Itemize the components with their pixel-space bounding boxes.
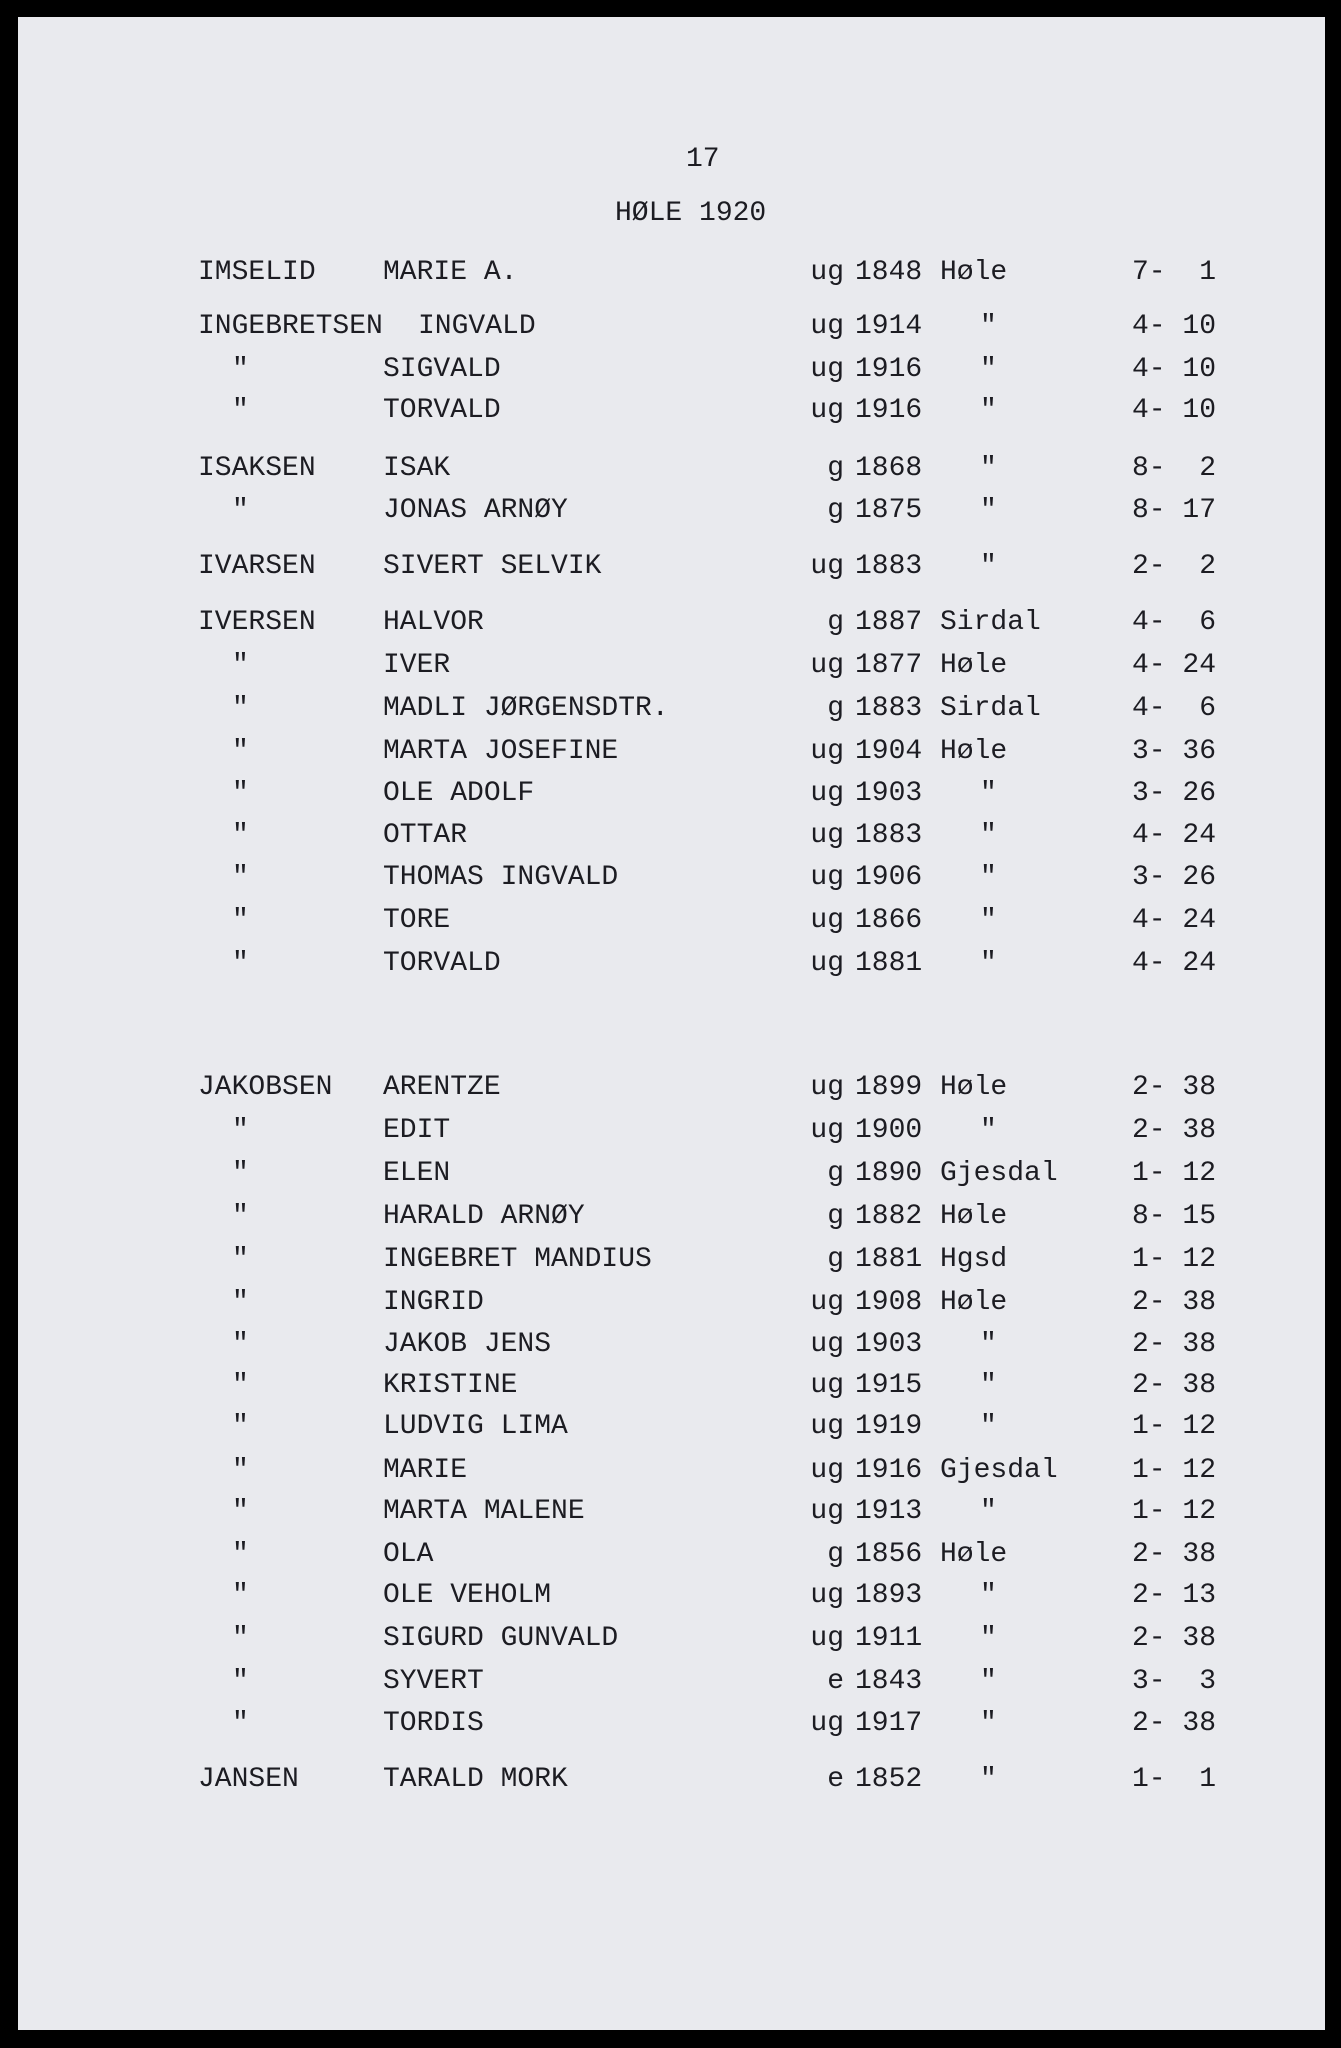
surname-ditto: " [232, 1580, 249, 1611]
birth-year: 1906 [855, 862, 923, 893]
reference-number: 8- 17 [1131, 495, 1216, 526]
surname-ditto: " [232, 778, 249, 809]
given-name: ARENTZE [383, 1072, 501, 1103]
marital-status: g [827, 693, 844, 724]
given-name: SIVERT SELVIK [383, 551, 602, 582]
given-name: OLE ADOLF [383, 778, 535, 809]
marital-status: ug [810, 1287, 844, 1318]
surname: IMSELID [198, 257, 316, 288]
birthplace: Høle [940, 1539, 1008, 1570]
reference-number: 4- 24 [1131, 948, 1216, 979]
given-name: ELEN [383, 1158, 451, 1189]
birthplace-ditto: " [980, 905, 997, 936]
birthplace: Høle [940, 257, 1008, 288]
birthplace: Høle [940, 1201, 1008, 1232]
marital-status: ug [810, 1708, 844, 1739]
birthplace: Høle [940, 1287, 1008, 1318]
given-name: JONAS ARNØY [383, 495, 568, 526]
birthplace-ditto: " [980, 551, 997, 582]
marital-status: ug [810, 862, 844, 893]
birth-year: 1887 [855, 607, 923, 638]
reference-number: 3- 26 [1131, 862, 1216, 893]
birthplace-ditto: " [980, 1623, 997, 1654]
given-name: OLE VEHOLM [383, 1580, 552, 1611]
birthplace: Høle [940, 736, 1008, 767]
reference-number: 2- 38 [1131, 1287, 1216, 1318]
given-name: TORVALD [383, 948, 501, 979]
marital-status: ug [810, 551, 844, 582]
given-name: INGEBRET MANDIUS [383, 1244, 652, 1275]
surname-ditto: " [232, 495, 249, 526]
reference-number: 2- 13 [1131, 1580, 1216, 1611]
surname-ditto: " [232, 1244, 249, 1275]
surname-ditto: " [232, 395, 249, 426]
birthplace-ditto: " [980, 311, 997, 342]
surname-ditto: " [232, 820, 249, 851]
birthplace-ditto: " [980, 354, 997, 385]
birthplace-ditto: " [980, 1329, 997, 1360]
marital-status: g [827, 453, 844, 484]
marital-status: ug [810, 1623, 844, 1654]
marital-status: e [827, 1666, 844, 1697]
birthplace-ditto: " [980, 1666, 997, 1697]
given-name: INGRID [383, 1287, 484, 1318]
reference-number: 1- 1 [1131, 1764, 1216, 1795]
birth-year: 1893 [855, 1580, 923, 1611]
surname: JANSEN [198, 1764, 299, 1795]
surname-ditto: " [232, 693, 249, 724]
reference-number: 2- 38 [1131, 1370, 1216, 1401]
birth-year: 1843 [855, 1666, 923, 1697]
surname-ditto: " [232, 1329, 249, 1360]
marital-status: g [827, 495, 844, 526]
marital-status: ug [810, 820, 844, 851]
marital-status: ug [810, 257, 844, 288]
marital-status: e [827, 1764, 844, 1795]
birth-year: 1915 [855, 1370, 923, 1401]
marital-status: ug [810, 1072, 844, 1103]
given-name: TARALD MORK [383, 1764, 568, 1795]
marital-status: g [827, 1158, 844, 1189]
birth-year: 1875 [855, 495, 923, 526]
reference-number: 1- 12 [1131, 1411, 1216, 1442]
given-name: MARIE A. [383, 257, 518, 288]
reference-number: 2- 38 [1131, 1623, 1216, 1654]
reference-number: 4- 24 [1131, 650, 1216, 681]
birth-year: 1852 [855, 1764, 923, 1795]
birthplace-ditto: " [980, 1370, 997, 1401]
birth-year: 1916 [855, 395, 923, 426]
reference-number: 1- 12 [1131, 1455, 1216, 1486]
birthplace-ditto: " [980, 778, 997, 809]
marital-status: ug [810, 1370, 844, 1401]
marital-status: g [827, 607, 844, 638]
marital-status: ug [810, 1115, 844, 1146]
birth-year: 1868 [855, 453, 923, 484]
given-name: MADLI JØRGENSDTR. [383, 693, 669, 724]
given-name: KRISTINE [383, 1370, 518, 1401]
marital-status: ug [810, 1580, 844, 1611]
surname-ditto: " [232, 905, 249, 936]
surname-ditto: " [232, 1708, 249, 1739]
reference-number: 4- 6 [1131, 607, 1216, 638]
surname-ditto: " [232, 1115, 249, 1146]
surname-ditto: " [232, 354, 249, 385]
reference-number: 2- 38 [1131, 1115, 1216, 1146]
given-name: HARALD ARNØY [383, 1201, 585, 1232]
given-name: TORDIS [383, 1708, 484, 1739]
page-number: 17 [686, 144, 720, 175]
given-name: MARTA JOSEFINE [383, 736, 619, 767]
given-name: SYVERT [383, 1666, 484, 1697]
birthplace-ditto: " [980, 1496, 997, 1527]
reference-number: 1- 12 [1131, 1158, 1216, 1189]
marital-status: g [827, 1244, 844, 1275]
marital-status: ug [810, 736, 844, 767]
birth-year: 1904 [855, 736, 923, 767]
surname: JAKOBSEN [198, 1072, 333, 1103]
given-name: LUDVIG LIMA [383, 1411, 568, 1442]
birthplace-ditto: " [980, 1115, 997, 1146]
reference-number: 2- 38 [1131, 1708, 1216, 1739]
birthplace-ditto: " [980, 1580, 997, 1611]
reference-number: 1- 12 [1131, 1496, 1216, 1527]
surname: IVERSEN [198, 607, 316, 638]
given-name: MARIE [383, 1455, 468, 1486]
marital-status: ug [810, 778, 844, 809]
marital-status: ug [810, 1455, 844, 1486]
birthplace-ditto: " [980, 453, 997, 484]
reference-number: 4- 6 [1131, 693, 1216, 724]
marital-status: g [827, 1539, 844, 1570]
surname-ditto: " [232, 1158, 249, 1189]
birth-year: 1881 [855, 1244, 923, 1275]
given-name: OTTAR [383, 820, 468, 851]
birth-year: 1900 [855, 1115, 923, 1146]
birthplace-ditto: " [980, 1411, 997, 1442]
birth-year: 1908 [855, 1287, 923, 1318]
marital-status: ug [810, 1411, 844, 1442]
surname-ditto: " [232, 1539, 249, 1570]
reference-number: 8- 2 [1131, 453, 1216, 484]
birth-year: 1883 [855, 551, 923, 582]
surname-ditto: " [232, 862, 249, 893]
page-title: HØLE 1920 [615, 198, 767, 229]
birthplace: Gjesdal [940, 1158, 1058, 1189]
birthplace: Gjesdal [940, 1455, 1058, 1486]
surname-ditto: " [232, 736, 249, 767]
birth-year: 1882 [855, 1201, 923, 1232]
surname-ditto: " [232, 1496, 249, 1527]
surname: ISAKSEN [198, 453, 316, 484]
surname-ditto: " [232, 650, 249, 681]
given-name: TORVALD [383, 395, 501, 426]
reference-number: 4- 10 [1131, 311, 1216, 342]
reference-number: 2- 2 [1131, 551, 1216, 582]
birth-year: 1866 [855, 905, 923, 936]
reference-number: 7- 1 [1131, 257, 1216, 288]
reference-number: 2- 38 [1131, 1539, 1216, 1570]
marital-status: ug [810, 1496, 844, 1527]
reference-number: 4- 24 [1131, 820, 1216, 851]
birth-year: 1877 [855, 650, 923, 681]
marital-status: ug [810, 1329, 844, 1360]
surname-ditto: " [232, 948, 249, 979]
birthplace-ditto: " [980, 495, 997, 526]
reference-number: 2- 38 [1131, 1329, 1216, 1360]
birthplace-ditto: " [980, 820, 997, 851]
reference-number: 4- 10 [1131, 395, 1216, 426]
reference-number: 2- 38 [1131, 1072, 1216, 1103]
birth-year: 1883 [855, 693, 923, 724]
marital-status: g [827, 1201, 844, 1232]
birth-year: 1899 [855, 1072, 923, 1103]
surname-ditto: " [232, 1623, 249, 1654]
surname: INGEBRETSEN [198, 311, 383, 342]
birthplace-ditto: " [980, 862, 997, 893]
birth-year: 1848 [855, 257, 923, 288]
birthplace-ditto: " [980, 948, 997, 979]
given-name: MARTA MALENE [383, 1496, 585, 1527]
given-name: SIGURD GUNVALD [383, 1623, 619, 1654]
given-name: EDIT [383, 1115, 451, 1146]
reference-number: 3- 26 [1131, 778, 1216, 809]
reference-number: 3- 3 [1131, 1666, 1216, 1697]
birth-year: 1916 [855, 1455, 923, 1486]
surname: IVARSEN [198, 551, 316, 582]
birth-year: 1911 [855, 1623, 923, 1654]
marital-status: ug [810, 354, 844, 385]
birth-year: 1883 [855, 820, 923, 851]
birth-year: 1903 [855, 1329, 923, 1360]
surname-ditto: " [232, 1201, 249, 1232]
marital-status: ug [810, 650, 844, 681]
birthplace: Høle [940, 650, 1008, 681]
marital-status: ug [810, 948, 844, 979]
reference-number: 4- 10 [1131, 354, 1216, 385]
surname-ditto: " [232, 1287, 249, 1318]
given-name: THOMAS INGVALD [383, 862, 619, 893]
given-name: SIGVALD [383, 354, 501, 385]
birth-year: 1914 [855, 311, 923, 342]
reference-number: 3- 36 [1131, 736, 1216, 767]
surname-ditto: " [232, 1370, 249, 1401]
reference-number: 1- 12 [1131, 1244, 1216, 1275]
birthplace: Sirdal [940, 607, 1041, 638]
surname-ditto: " [232, 1666, 249, 1697]
given-name: HALVOR [383, 607, 484, 638]
given-name: OLA [383, 1539, 434, 1570]
birth-year: 1856 [855, 1539, 923, 1570]
birthplace: Høle [940, 1072, 1008, 1103]
birthplace-ditto: " [980, 395, 997, 426]
birth-year: 1903 [855, 778, 923, 809]
given-name: TORE [383, 905, 451, 936]
surname-ditto: " [232, 1411, 249, 1442]
birthplace: Sirdal [940, 693, 1041, 724]
birth-year: 1890 [855, 1158, 923, 1189]
birth-year: 1913 [855, 1496, 923, 1527]
surname-ditto: " [232, 1455, 249, 1486]
birth-year: 1917 [855, 1708, 923, 1739]
marital-status: ug [810, 311, 844, 342]
marital-status: ug [810, 395, 844, 426]
birthplace-ditto: " [980, 1764, 997, 1795]
birth-year: 1916 [855, 354, 923, 385]
birthplace: Hgsd [940, 1244, 1008, 1275]
given-name: INGVALD [418, 311, 536, 342]
reference-number: 4- 24 [1131, 905, 1216, 936]
birthplace-ditto: " [980, 1708, 997, 1739]
given-name: ISAK [383, 453, 451, 484]
birth-year: 1881 [855, 948, 923, 979]
marital-status: ug [810, 905, 844, 936]
reference-number: 8- 15 [1131, 1201, 1216, 1232]
given-name: IVER [383, 650, 451, 681]
given-name: JAKOB JENS [383, 1329, 552, 1360]
birth-year: 1919 [855, 1411, 923, 1442]
